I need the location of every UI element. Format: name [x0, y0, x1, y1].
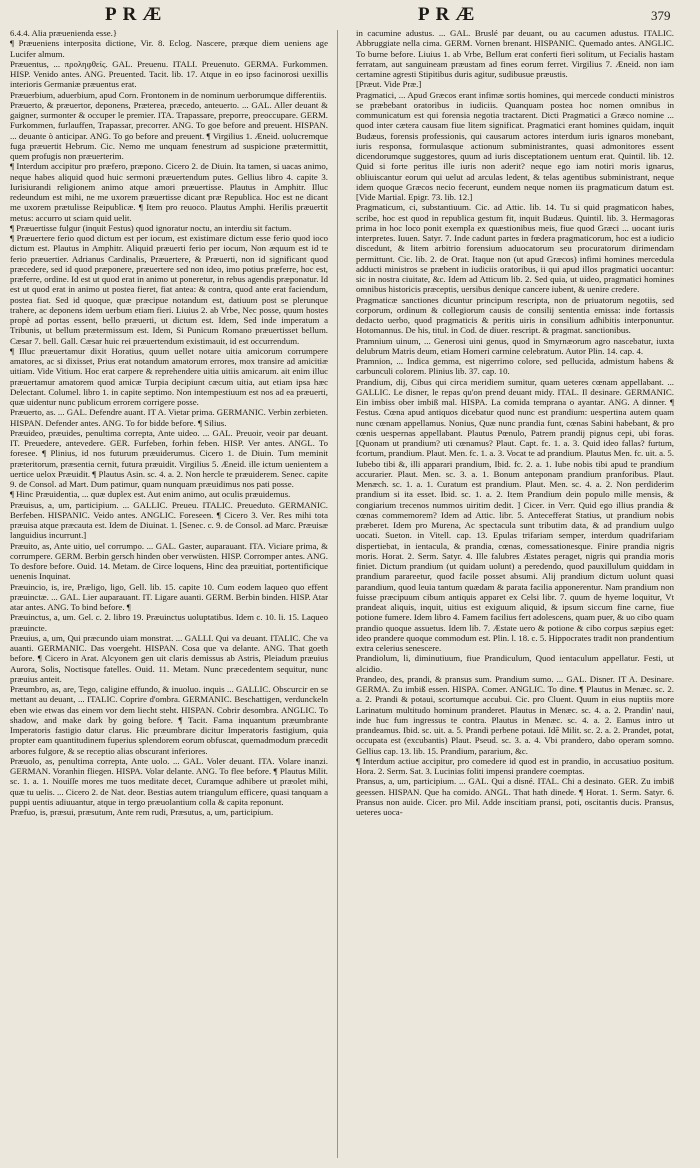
entry-paragraph: Pragmaticæ sanctiones dicuntur principum rescripta, non de priuatorum negotiis, sed corporum, ordinum & collegiorum causis de consilij sententia emissa: inde fortassis dedacto uerbo, quod pragmaticis & peritis uiris in consilium adhibitis interponuntur. Hotomannus. De his, titul. in Cod. de diuer. rescript. & pragmat. sanctionibus. — [356, 294, 674, 336]
entry-paragraph: ¶ Interdum actiue accipitur, pro comedere id quod est in prandio, in accusatiuo positum. Hora. 2. Serm. Sat. 3. Lucinias foliti impensi prandere coemptas. — [356, 755, 674, 776]
entry-paragraph: Pragmaticum, ci, substantiuum. Cic. ad Attic. lib. 14. Tu si quid pragmaticon habes, scribe, hoc est quod in republica gestum fit, inquit Budæus. Quintil. lib. 3. Hermagoras prima in hoc loco ponit exempla ex quæstionibus meis, fiue quod Græci ... uocant iuris interpretes. Iuuen. Satyr. 7. Inde cadunt partes in fœdera pragmaticorum, hoc est a iudicio discedunt, & litem arbitrio forensium aduocatorum seu procuratorum dirimendam permittunt. Cic. lib. 2. de Orat. Itaque non (ut apud Græcos) infimi homines mercedula adducti ministros se præbent in iudiciis oratoribus, ii qui apud illos pragmatici uocantur: sic in nostra ciuitate, &c. Idem ad Atticum lib. 2. Sed quia, ut uideo, pragmatici homines omnibus historicis præceptis, uersibus denique cancere iubent, & uenire credere. — [356, 202, 674, 295]
entry-paragraph: Pramnium uinum, ... Generosi uini genus, quod in Smyrnæorum agro nascebatur, iuxta delubrum Matris deum, etiam Homeri carmine celebratum. Autor Plin. 14. cap. 4. — [356, 335, 674, 356]
entry-paragraph: Pransus, a, um, participium. ... GAL. Qui a disné. ITAL. Chi a desinato. GER. Zu imbiß geessen. HISPAN. Que ha comido. ANGL. That hath dinede. ¶ Horat. 1. Serm. Satyr. 6. Pransus non auide. Cicer. pro Mil. Adde inscitiam pransi, poti, oscitantis ducis. Pransus, ueteres uoca- — [356, 776, 674, 817]
running-head-left: PRÆ — [105, 4, 168, 25]
entry-paragraph: Præuinctus, a, um. Gel. c. 2. libro 19. Præuinctus uoluptatibus. Idem c. 10. li. 15. Laqueo præuincte. — [10, 612, 328, 633]
running-head — [0, 4, 700, 28]
entry-paragraph: ¶ Præuertere ferio quod dictum est per iocum, est existimare dictum esse ferio quod ioco dictum est. Plautus in Amphitr. Aliquid præuerti ferio per iocum, Non æquum est id te ferio præuertier. Adrianus Cardinalis, Præuertere, & Præuerti, non id significant quod præcedere, sed id quod præponere, præuertere sed non ideo, imo potius præferre, hoc est, præferre, ordine. Id est ut quod erat in animo ut poneretur, in rebus agendis præponatur. Id est ut quod erat in animo ut postea fieret, fiat antea: & contra, quod ante erat faciendum, postea fiat. Sed id quoque, quæ præcipue notandum est, datiuum post se plerunque trahere, ac deponens idem uerbum etiam fieri. Liuius 2. ab Vrbe, Nec posse, quum hostes propè ad portas essent, bello præuerti, ut dictum est. Idem, Sed inde imperatum a Tribunis, ut bellum prætermissum est. Idem, Si Punicum Romano præuertisset bellum. Cæsar 7. bell. Gall. Cæsar huic rei præuertendum existimauit, id est occurrendum. — [10, 233, 328, 346]
running-head-right: PRÆ — [418, 4, 481, 25]
entry-paragraph: Prandium, dij, Cibus qui circa meridiem sumitur, quam ueteres cœnam appellabant. ... GALLIC. Le disner, le repas qu'on prend deuant midy. ITAL. Il desinare. GERMANIC. Ein imbiss ober imbiß mal. HISPA. La comida temprana o ayantar. ANG. A dinner. ¶ Festus. Cœna apud antiquos dicebatur quod nunc est prandium: uespertina autem quam nunc cœnam appellamus. Nonius, Quæ nunc prandia funt, cœnas Sabini habebant, & pro cœnis uespernas appellabant. Plautus Pœnulo, Patrem prandij pignus cepi, ubi foras. [Quonam ut prandium? uti cœnamus? Plaut. Capt. fc. 1. a. 3. Quid ideo fallas? furtum, fcortum, prandium. Plaut. Men. fc. 1. a. 3. Vocat te ad prandium. Plautus Men. fc. uit. a. 5. Iubebo tibi &, illi apparari prandium, Ibid. fc. 2. a. 1. Iube nobis tibi apud te prandium accurarier. Plaut. Men. sc. 3. a. 1. Bonum anteponam prandium pranforibus. Plaut. Menæch. sc. 1. a. 1. Curatum est prandium. Plaut. Men. sc. 4. a. 2. Non perdiderim prandium si ita esset. Ibid. sc. 1. a. 2. Item Prandium dein populo mille mensis, & congiarium trecenos nummos uiritim dedit. ] Cicer. in Verr. Quid ego illius prandia & cœnas commemorem? Idem ad Attic. libr. 5. Antecefferat Statius, ut prandium nobis præberet. Idem pro Murena, Ac spectacula sunt tributim data, & ad prandium uulgo uocati. Sueton. in Vitell. cap. 13. Epulas trifariam semper, interdum quadrifariam dispertiebat, in ientacula, & prandia, cœnas, comessationesque. Finire prandia nigris moris. Horat. 2. Serm. Satyr. 4. Ille falubres Æstates peraget, nigris qui prandia moris finiet. Dictum prandium (ut quidam uolunt) a peredendo, quod pauxillulum quiddam in prandium parareetur, quod facile posset absumi. Alij prandium dictum uolunt quasi parandium, quod leuia tantum quædam & parata facilia apponerentur. Nam prandium non fuisse præcipuum cibum antiquis apparet ex Celsi libr. 7. quum de hyeme loquitur, Vt prandeat aliquis, inquit, uitius est exiguum aliquid, & ipsum siccum fine carne, fiue potione fumere. Idem libro 4. Famem facilius fert adolescens, quam puer, & uo cibo quam prandio quoque assuetus. Idem lib. 7. Æstate uero & potione & cibo corpus sæpius eget: ideo prandere quoque commodum est. Plin. l. 18. c. 5. Hippocrates tradit non prandentium extra celerius senescere. — [356, 376, 674, 653]
entry-paragraph: Pramnion, ... Indica gemma, est nigerrimo colore, sed pellucida, admistum habens & carbunculi colorem. Plinius lib. 37. cap. 10. — [356, 356, 674, 377]
entry-paragraph: Prandiolum, li, diminutiuum, fiue Prandiculum, Quod ientaculum appellatur. Festi, ut alcidio. — [356, 653, 674, 674]
entry-paragraph: Prandeo, des, prandi, & pransus sum. Prandium sumo. ... GAL. Disner. IT A. Desinare. GERMA. Zu imbiß essen. HISPA. Comer. ANGLIC. To dine. ¶ Plautus in Menæc. sc. 2. a. 2. Prandi & potaui, scortumque accubui. Cic. pro Cluent. Quum in eius nuptiis more Larinatum multitudo hominum pranderet. Plautus in Menæc. sc. 4. a. 2. Prandin' naui, inde huc fum ingressus te contra. Plautus in Menæc. sc. 4. a. 2. Eamus intro ut prandeamus. Ibid. sc. uit. a. 5. Prandi perbene potaui. Idē Milit. sc. 2. a. 2. Prandet, potat, occupata est (excubantis) Plaut. Pseud. sc. 3. a. 4. Vbi prandero, dabo operam somno. Gellius cap. 13. lib. 15. Prandium, pararium, &c. — [356, 673, 674, 756]
left-column — [10, 28, 328, 1160]
column-rule — [337, 30, 338, 1158]
entry-paragraph: Pragmatici, ... Apud Græcos erant infimæ sortis homines, qui mercede conducti ministros se præbebant oratoribus in iudiciis. Quanquam postea hoc nomen omnibus in communicatum est qui forensia negotia tractarent. Dicti Pragmatici a Græco nomine ... quod inter cætera causam fiue litem significat. Pragmatici erant homines quidam, inquit Budæus, forensis professionis, qui causarum actores interdum iuris ignaros monebant, iuris responsa, formulasque actionum subministrantes, quasi admonitores essent dicendorumque suggestores, quum ad iuris disceptationem uentum erat. Quintil. lib. 12. Quid si forte peritus ille iuris non aderit? neque ego iam notiri moris ignarus, obliuiscantur eorum qui uelut ad arculas ledent, & telas agentibus subministrant, neque idem quoque Græcos necio fecerunt, eundem neque nomen iis pragmaticum datum est. [Vide Martial. Epigr. 73. lib. 12.] — [356, 89, 674, 202]
entry-paragraph: Præuideo, præuides, penultima correpta, Ante uideo. ... GAL. Preuoir, veoir par deuant. IT. Preuedere, antevedere. GER. Furfeben, forhin feben. HISP. Ver antes. ANGL. To foresee. ¶ Plinius, id nos futurum præuiderumus. Cicero 1. de Diuin. Tum meminit præteritorum, præsentia cernit, futura præuidit. Virgilius 5. Æneid. ille ictum uenientem a uertice uelox Præuidit. ¶ Plautus Asin. sc. 4. a. 2. Non hercle te præuiderem. Senec. capite 9. de Consol. ad Mart. Dum patimur, quam nunquam præuidimus nos pati posse. — [10, 427, 328, 489]
entry-paragraph: Præumbro, as, are, Tego, caligine effundo, & inuoluo. inquis ... GALLIC. Obscurcir en se mettant au deuant, ... ITALIC. Coprire d'ombra. GERMANIC. Beschattigen, verdunckeln eben wie etwas das einem vor dem liecht steht. HISPAN. Cobrir desombra. ANGLIC. To shadow, and make dark by going before. ¶ Tacit. Fama inquantum præumbrante Imperatoris fastigio datur clarus. Hic præumbrare dicitur Imperatoris fastigium, quia propter eam quantitudinem fuperius splendorem eorum obfuscat, quemadmodum præcedit arbores fulgore, & se receptio alias obscurant inferiores. — [10, 684, 328, 756]
entry-paragraph: Præuerto, & præuertor, deponens, Præterea, præcedo, anteuerto. ... GAL. Aller deuant & gaigner, surmonter & occuper le premier. ITA. Trapassare, preporre, preoccupare. GERM. Furkommen, furlauffen, Trapassar, precorrer. ANG. To goe before and preuent. HISPAN. ... deuante ò anticipar. ANG. To go before and preuent. ¶ Virgilius 1. Æneid. uolucremque fuga præuertit Hebrum. Cic. Nemo me unquam fenestrum ad suspicione prætermittit, quem profugis non præuerterim. — [10, 99, 328, 161]
right-column — [356, 28, 674, 1160]
entry-paragraph: ¶ Illuc præuertamur dixit Horatius, quum uellet notare uitia amicorum corrumpere amatores, ac si dixisset, Prius erat notandum amatorum errores, mox transire ad amicitiæ uitiam. Vide Vitium. Hoc erat carpere & reprehendere uitia uitiis amicarum. ait enim illuc præuertamur amatorem quod amicæ Turpia decipiunt cæcum uitia, aut etiam ipsa hæc Delectant. Columel. libro 1. in capite septimo. Non intempestiuum est nos ad ea præuerti, quæ uidentur nunc publicum errorem corrigere posse. — [10, 345, 328, 407]
entry-paragraph: Præfuo, is, præsui, præsutum, Ante rem rudi, Præsutus, a, um, participium. — [10, 807, 274, 817]
entry-paragraph: Præuerto, as. ... GAL. Defendre auant. IT A. Vietar prima. GERMANIC. Verbin zerbieten. HISPAN. Defender antes. ANG. To for bidde before. ¶ Silius. — [10, 407, 328, 428]
entry-paragraph: 6.4.4. Alia præuenienda esse.} — [10, 28, 118, 38]
entry-paragraph: Præuius, a, um, Qui præcundo uiam monstrat. ... GALLI. Qui va deuant. ITALIC. Che va auanti. GERMANIC. Das voergeht. HISPAN. Cosa que va delante. ANG. That goeth before. ¶ Cicero in Arat. Alcyonem gen uit claris demissus ab Astris, Pleiadum præuius Aurora, Solis, Noctisque fatelles. Ouid. 11. Metam. Nunc præcedentem sequitur, nunc præuius anteit. — [10, 632, 328, 684]
entry-paragraph: Præuolo, as, penultima correpta, Ante uolo. ... GAL. Voler deuant. ITA. Volare inanzi. GERMAN. Voranhin fliegen. HISPA. Volar delante. ANG. To flee before. ¶ Plautus Milit. sc. 1. a. 1. Nouiſſe mores me tuos meditate decet, Curamque adhibere ut præolet mihi, quæ tu uelis. ... Cicero 2. de Nat. deor. Bestias autem triangulum efficere, quasi tanquam a puppi uentis adiuuantur, atque in tergo præuolantium colla & capita reponunt. — [10, 755, 328, 807]
entry-paragraph: [Præut. Vide Præ.] — [356, 79, 422, 90]
entry-paragraph: Præuerbium, aduerbium, apud Corn. Frontonem in de nominum uerborumque differentiis. — [10, 89, 327, 100]
entry-paragraph: Præuentus, ... προληφθείς. GAL. Preuenu. ITALI. Preuenuto. GERMA. Furkommen. HISP. Venido antes. ANG. Preuented. Tacit. lib. 17. Atque in eo ipso facinorosi uexillis interioris Germaniæ præuentus erat. — [10, 58, 328, 90]
entry-paragraph: ¶ Præuertisse fulgur (inquit Festus) quod ignoratur noctu, an interdiu sit factum. — [10, 222, 292, 233]
page-number: 379 — [651, 8, 671, 23]
entry-paragraph: ¶ Hinc Præuidentia, ... quæ duplex est. Aut enim animo, aut oculis præuidemus. — [10, 489, 291, 500]
entry-paragraph: Præuito, as, Ante uitio, uel corrumpo. ... GAL. Gaster, auparauant. ITA. Viciare prima, & corrumpere. GERM. Berbin gersch hinden ober verwüsten. HISP. Corromper antes. ANG. To desfore before. Ouid. 14. Metam. de Circe loquens, Hinc dea præuitiat, portentificique uenenis Inquinat. — [10, 540, 328, 582]
entry-paragraph: Præuincio, is, ire, Præligo, ligo, Gell. lib. 15. capite 10. Cum eodem laqueo quo effent præuinctæ. ... GAL. Lier auparauant. IT. Ligare auanti. GERM. Berbin binden. HISP. Atar atar antes. ANG. To bind before. ¶ — [10, 581, 328, 612]
entry-paragraph: ¶ Præueniens interposita dictione, Vir. 8. Eclog. Nascere, præque diem ueniens age Lucifer almum. — [10, 38, 328, 59]
entry-paragraph: in cacumine adustus. ... GAL. Bruslé par deuant, ou au cacumen adustus. ITALIC. Abbruggiate nella cima. GERM. Vornen brenant. HISPANIC. Quemado antes. ANGLIC. To burne before. Liuius 1. ab Vrbe, Bellum erat conferti fieri solitum, ut Fecialis hastam ferratam, aut sanguineam præustam ad fines eorum ferret. Virgilius 7. Æneid. non iam certamine agresti Stipitibus duris agitur, sudibusue præustis. — [356, 28, 674, 79]
entry-paragraph: Præuisus, a, um, participium. ... GALLIC. Preueu. ITALIC. Preueduto. GERMANIC. Berfeben. HISPANIC. Veido antes. ANGLIC. Foreseen. ¶ Cicero 3. Ver. Res mihi tota præuisa atque præcauta est. Idem de Diuinat. 1. [Senec. c. 9. de Consol. ad Marc. Præuisæ languidius incurrunt.] — [10, 499, 328, 541]
entry-paragraph: ¶ Interdum accipitur pro præfero, præpono. Cicero 2. de Diuin. Ita tamen, si uacas animo, neque habes aliquid quod huic sermoni præuertendum putes. Gellius libro 4. capite 3. Iurisiurandi religionem animo atque amori præuertisse. Plautus in Amphitr. Illuc redeundum est mihi, ne me uxorem præuertisse dicant præ Republica. Hoc est ne dicant me uxorem prætulisse Reipublicæ. ¶ Item pro reuoco. Plautus Amphi. Herilis præuertit metus: accurro ut sciam quid uelit. — [10, 161, 328, 223]
